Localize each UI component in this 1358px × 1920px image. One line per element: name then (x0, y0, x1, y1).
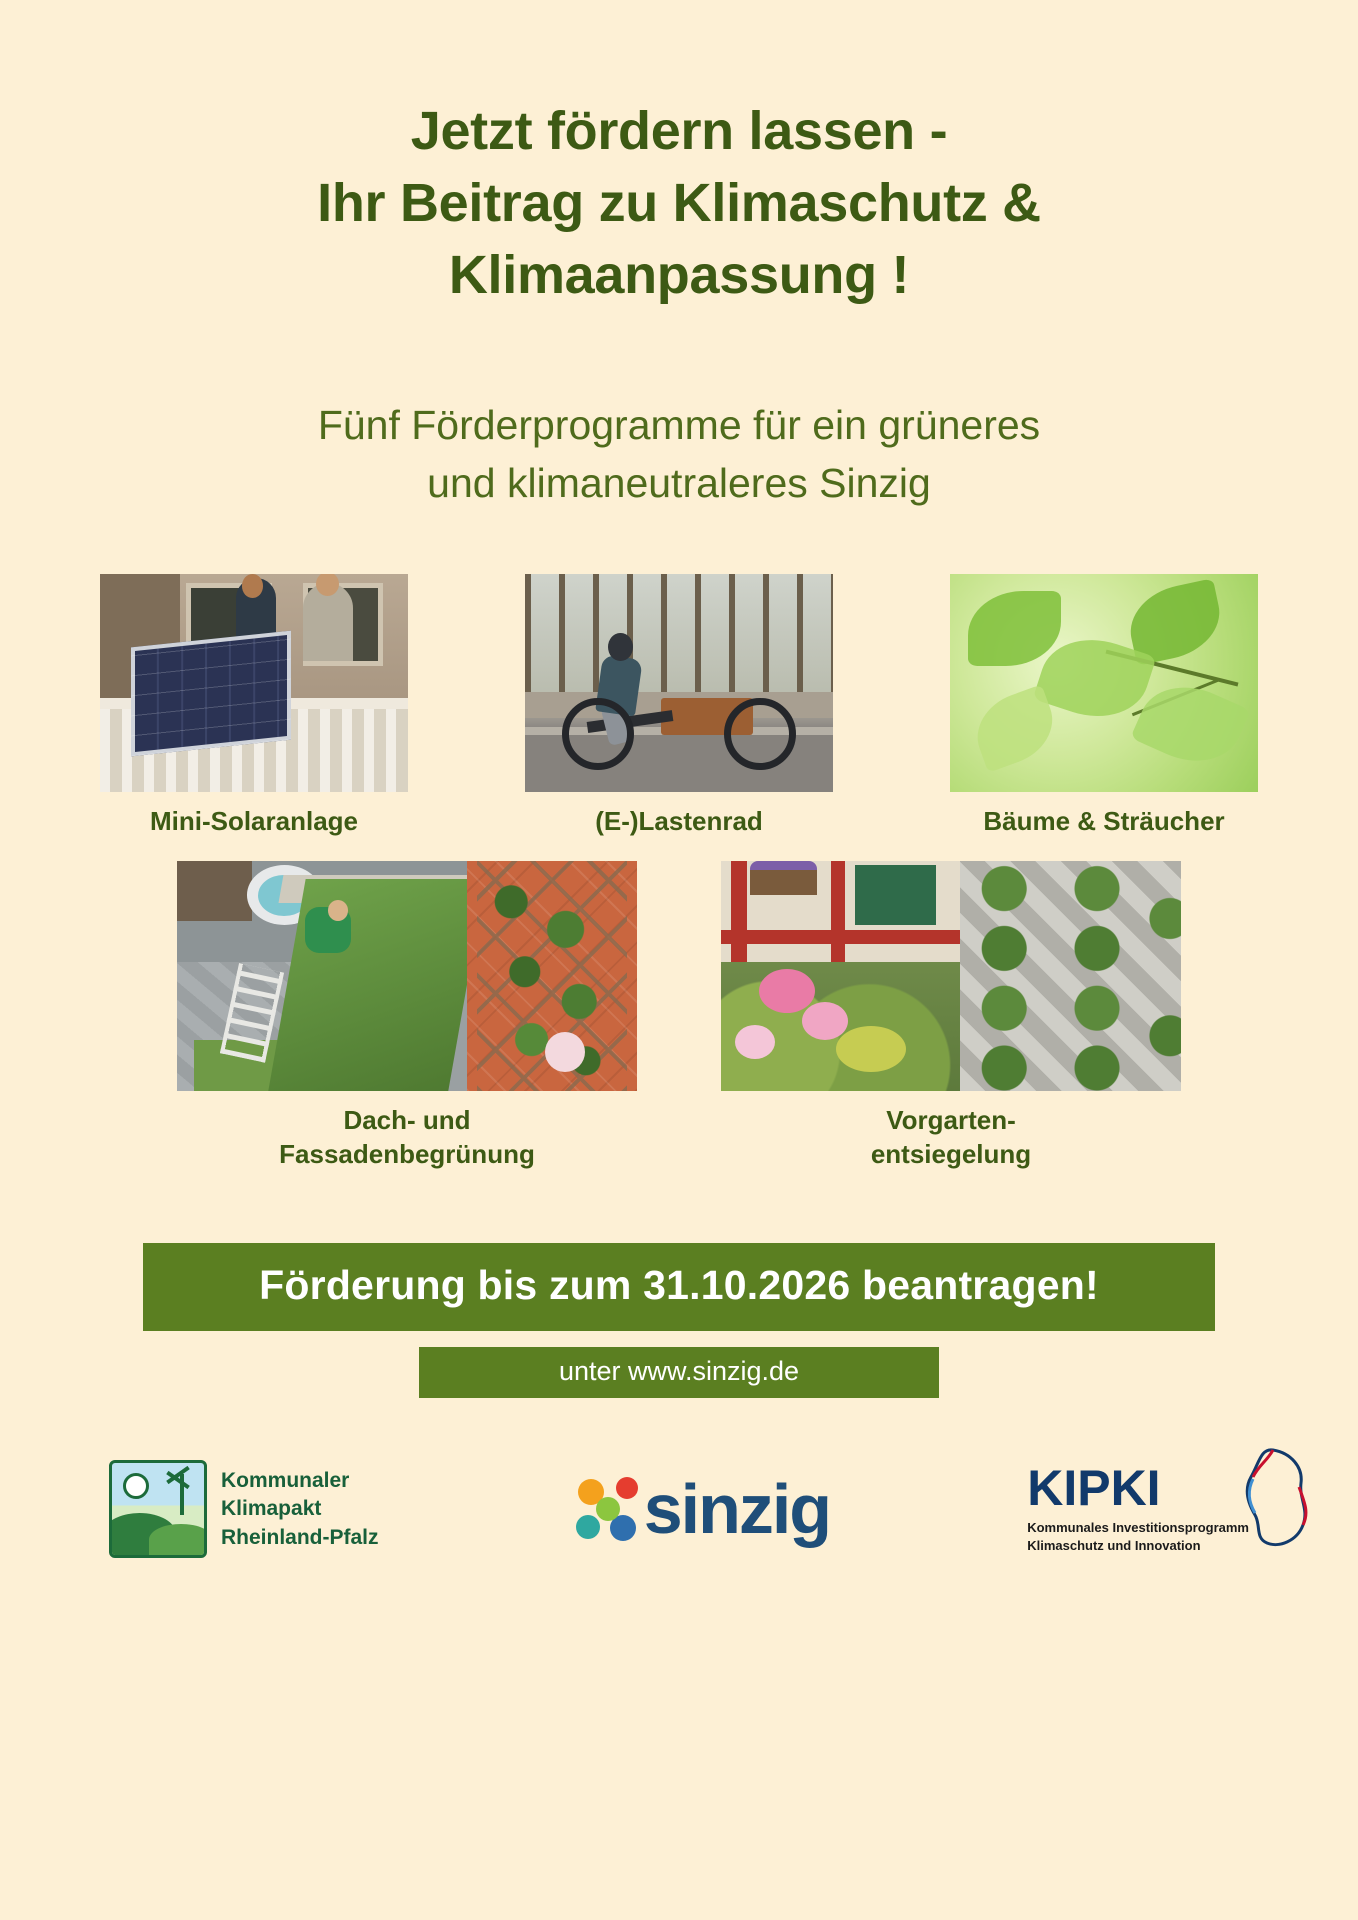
cargobike-photo-illustration (525, 574, 833, 792)
program-label-line: entsiegelung (870, 1138, 1032, 1169)
kipki-subtitle-line-2: Klimaschutz und Innovation (1027, 1538, 1201, 1554)
logo-row (89, 1460, 1269, 1558)
program-image-vorgartenentsiegelung (721, 861, 1181, 1091)
program-grid-bottom (89, 861, 1269, 1172)
program-image-lastenrad (525, 574, 833, 792)
program-label-dach-fassadenbegruenung (197, 1104, 617, 1172)
program-label-lastenrad (514, 805, 844, 839)
green-facade-photo-illustration (467, 861, 637, 1091)
program-label-line: Vorgarten- (886, 1104, 1016, 1135)
headline-line-1: Jetzt fördern lassen - (410, 101, 948, 161)
program-card-lastenrad (514, 574, 844, 839)
kipki-subtitle-line-1: Kommunales Investitionsprogramm (1027, 1519, 1249, 1535)
program-label-line: Mini-Solaranlage (149, 806, 359, 837)
sinzig-dots-icon (576, 1477, 640, 1541)
solar-photo-illustration (100, 574, 408, 792)
sinzig-wordmark: sinzig (643, 1470, 831, 1549)
program-card-mini-solar (89, 574, 419, 839)
logo-kommunaler-klimapakt (109, 1460, 379, 1558)
program-card-vorgartenentsiegelung (721, 861, 1181, 1172)
program-label-vorgartenentsiegelung (741, 1104, 1161, 1172)
program-label-line: Fassadenbegrünung (279, 1138, 535, 1169)
headline-line-3: Klimaanpassung ! (448, 244, 910, 305)
klimapakt-line-3: Rheinland-Pfalz (221, 1525, 379, 1549)
logo-sinzig (576, 1470, 831, 1549)
headline-line-2: Ihr Beitrag zu Klimaschutz & (317, 172, 1041, 233)
program-label-line: Dach- und (343, 1104, 471, 1135)
klimapakt-wordmark (221, 1467, 379, 1552)
cta-website-banner[interactable]: unter www.sinzig.de (419, 1347, 939, 1398)
grass-paver-photo-illustration (960, 861, 1181, 1091)
subtitle-line-2: und klimaneutraleres Sinzig (427, 459, 931, 506)
page-subtitle (149, 396, 1209, 512)
program-label-mini-solar (89, 805, 419, 839)
front-garden-photo-illustration (721, 861, 960, 1091)
program-image-dach-fassadenbegruenung (177, 861, 637, 1091)
subtitle-line-1: Fünf Förderprogramme für ein grüneres (317, 401, 1041, 448)
program-grid-top (89, 574, 1269, 839)
program-label-line: (E-)Lastenrad (595, 806, 763, 837)
program-label-line: Bäume & Sträucher (983, 806, 1225, 837)
program-image-baeume-straeucher (950, 574, 1258, 792)
program-card-baeume-straeucher (939, 574, 1269, 839)
klimapakt-emblem-icon (109, 1460, 207, 1558)
kipki-subtitle (1027, 1519, 1249, 1557)
rhineland-palatinate-map-icon (1239, 1447, 1313, 1551)
logo-kipki (1027, 1459, 1249, 1557)
page-title (129, 96, 1229, 311)
program-card-dach-fassadenbegruenung (177, 861, 637, 1172)
leaves-photo-illustration (950, 574, 1258, 792)
kipki-wordmark: KIPKI (1027, 1459, 1161, 1516)
klimapakt-line-1: Kommunaler (221, 1468, 350, 1492)
cta-banner: Förderung bis zum 31.10.2026 beantragen! (143, 1243, 1215, 1331)
program-image-mini-solar (100, 574, 408, 792)
program-label-baeume-straeucher (939, 805, 1269, 839)
klimapakt-line-2: Klimapakt (221, 1497, 322, 1521)
green-roof-photo-illustration (177, 861, 467, 1091)
